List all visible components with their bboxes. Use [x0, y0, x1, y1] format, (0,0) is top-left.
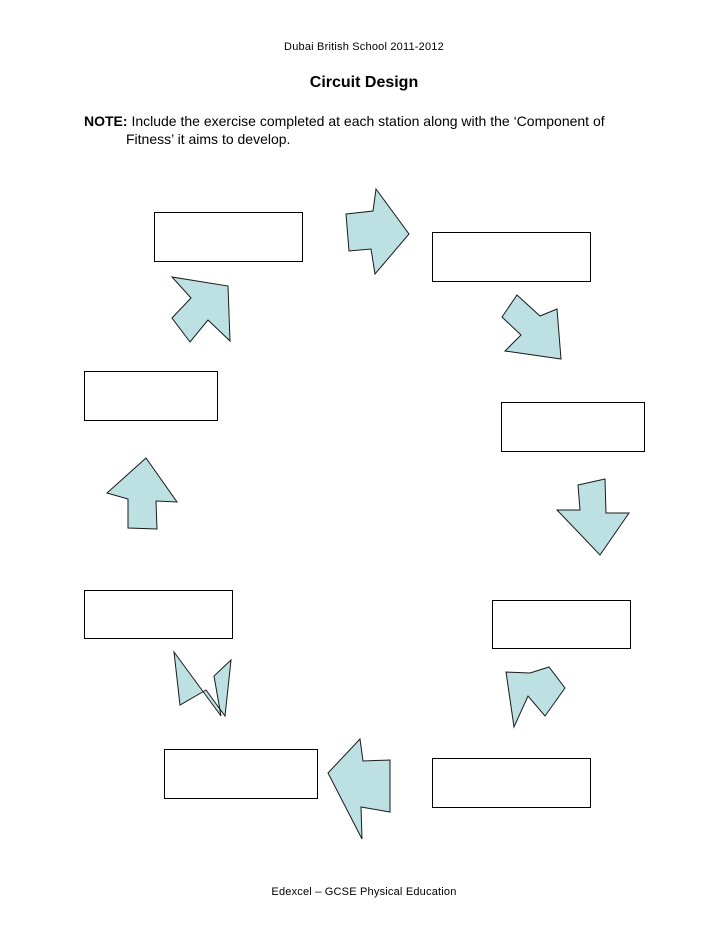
note-line-2: Fitness’ it aims to develop. — [126, 131, 291, 147]
page-title: Circuit Design — [309, 74, 419, 91]
arrow-down-left-icon — [506, 667, 565, 727]
arrow-right-icon — [346, 189, 409, 274]
arrow-up-left-icon — [174, 652, 231, 716]
note-line-1: Include the exercise completed at each station along with the ‘Component of — [127, 113, 605, 129]
note-label: NOTE: — [84, 113, 128, 129]
arrow-down-right-icon — [502, 295, 561, 359]
arrow-down-icon — [557, 479, 629, 555]
page-footer: Edexcel – GCSE Physical Education — [271, 886, 457, 898]
arrow-up-icon — [107, 458, 177, 529]
page-header: Dubai British School 2011-2012 — [284, 41, 444, 53]
arrow-up-right-icon — [172, 277, 230, 342]
arrow-left-icon — [328, 739, 390, 839]
